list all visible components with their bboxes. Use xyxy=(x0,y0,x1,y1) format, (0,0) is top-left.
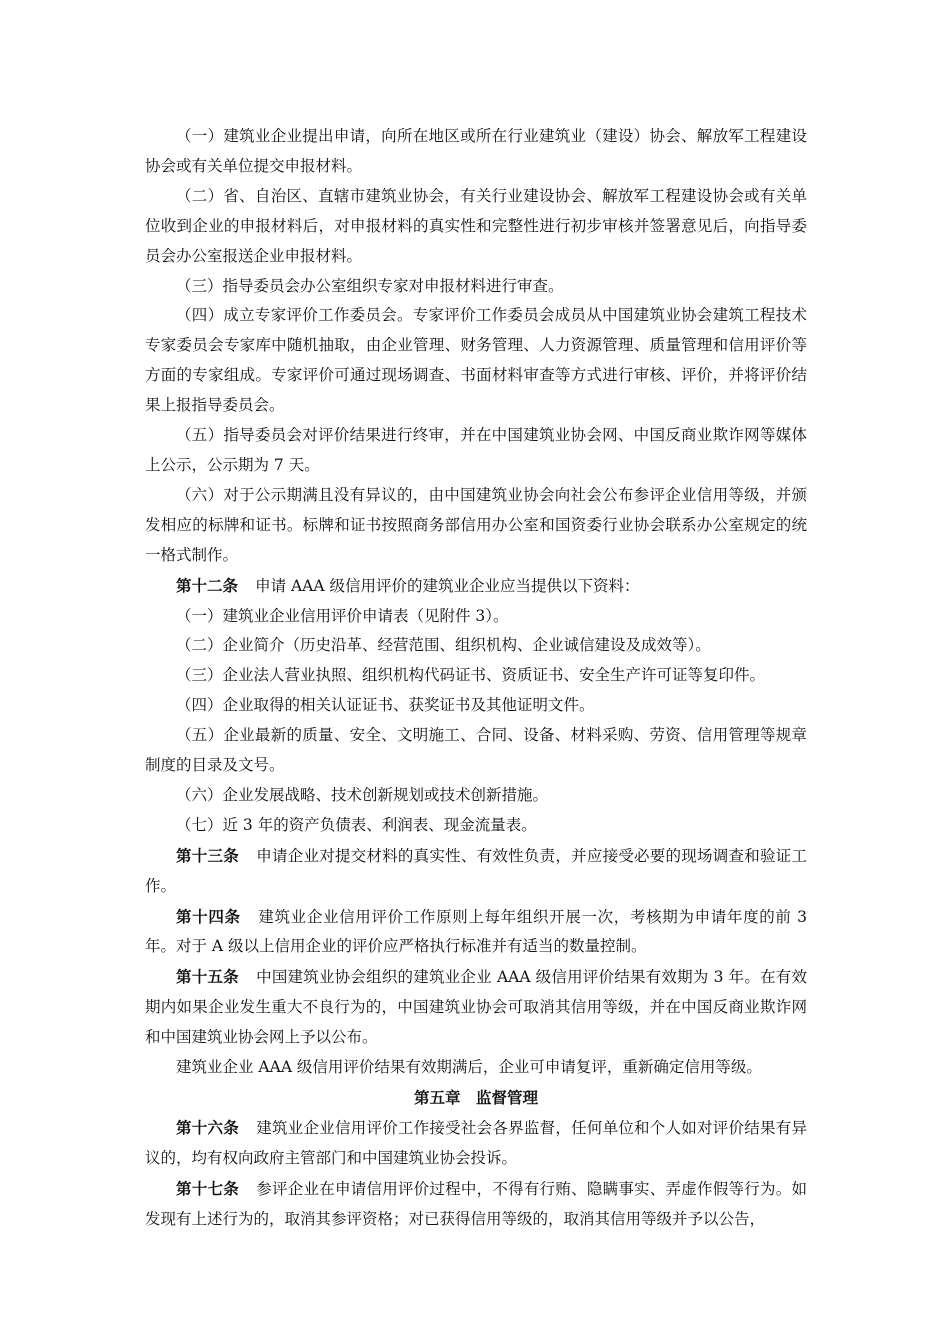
article-text: 申请企业对提交材料的真实性、有效性负责，并应接受必要的现场调查和验证工作。 xyxy=(145,846,807,895)
paragraph-text: （四）企业取得的相关认证证书、获奖证书及其他证明文件。 xyxy=(176,696,595,715)
paragraph-5 xyxy=(145,421,807,481)
article-text: 建筑业企业信用评价工作接受社会各界监督，任何单位和个人如对评价结果有异议的，均有权向政府主管部门和中国建筑业协会投诉。 xyxy=(145,1118,807,1167)
paragraph-14 xyxy=(145,811,807,841)
paragraph-text: （二）省、自治区、直辖市建筑业协会，有关行业建设协会、解放军工程建设协会或有关单位收到企业的申报材料后，对申报材料的真实性和完整性进行初步审核并签署意见后，向指导委员会办公室报送企业申报材料。 xyxy=(145,186,807,265)
paragraph-text: （六）对于公示期满且没有异议的，由中国建筑业协会向社会公布参评企业信用等级，并颁发相应的标牌和证书。标牌和证书按照商务部信用办公室和国资委行业协会联系办公室规定的统一格式制作。 xyxy=(145,485,807,564)
paragraph-text: （三）企业法人营业执照、组织机构代码证书、资质证书、安全生产许可证等复印件。 xyxy=(176,666,766,685)
paragraph-text: （一）建筑业企业提出申请，向所在地区或所在行业建筑业（建设）协会、解放军工程建设协会或有关单位提交申报材料。 xyxy=(145,127,807,175)
article-16 xyxy=(145,1113,807,1174)
document-page xyxy=(145,122,807,1235)
paragraph-text: （五）指导委员会对评价结果进行终审，并在中国建筑业协会网、中国反商业欺诈网等媒体上公示，公示期为 7 天。 xyxy=(145,426,807,474)
article-text: 建筑业企业信用评价工作原则上每年组织开展一次，考核期为申请年度的前 3 年。对于 A 级以上信用企业的评价应严格执行标准并有适当的数量控制。 xyxy=(145,907,807,956)
chapter-heading xyxy=(145,1083,807,1113)
paragraph-3 xyxy=(145,272,807,302)
chapter-title: 第五章 监督管理 xyxy=(413,1088,538,1107)
article-text: 申请 AAA 级信用评价的建筑业企业应当提供以下资料： xyxy=(255,576,640,595)
paragraph-text: （四）成立专家评价工作委员会。专家评价工作委员会成员从中国建筑业协会建筑工程技术专家委员会专家库中随机抽取，由企业管理、财务管理、人力资源管理、质量管理和信用评价等方面的专家组成。专家评价可通过现场调查、书面材料审查等方式进行审核、评价，并将评价结果上报指导委员会。 xyxy=(145,306,807,415)
paragraph-text: （一）建筑业企业信用评价申请表（见附件 3）。 xyxy=(176,606,509,625)
paragraph-9 xyxy=(145,631,807,661)
article-text: 中国建筑业协会组织的建筑业企业 AAA 级信用评价结果有效期为 3 年。在有效期内如果企业发生重大不良行为的，中国建筑业协会可取消其信用等级，并在中国反商业欺诈网和中国建筑业协会网上予以公布。 xyxy=(145,968,807,1047)
paragraph-11 xyxy=(145,691,807,721)
article-label: 第十三条 xyxy=(176,845,239,865)
paragraph-8 xyxy=(145,602,807,632)
paragraph-10 xyxy=(145,661,807,691)
paragraph-13 xyxy=(145,781,807,811)
paragraph-text: （七）近 3 年的资产负债表、利润表、现金流量表。 xyxy=(176,815,537,834)
article-label: 第十六条 xyxy=(176,1117,239,1137)
article-15 xyxy=(145,962,807,1053)
article-label: 第十四条 xyxy=(176,906,241,926)
article-label: 第十五条 xyxy=(176,967,239,987)
paragraph-4 xyxy=(145,301,807,421)
paragraph-12 xyxy=(145,721,807,781)
paragraph-1 xyxy=(145,122,807,182)
article-label: 第十七条 xyxy=(176,1178,239,1198)
article-text: 参评企业在申请信用评价过程中，不得有行贿、隐瞒事实、弄虚作假等行为。如发现有上述行为的，取消其参评资格；对已获得信用等级的，取消其信用等级并予以公告， xyxy=(145,1179,807,1228)
paragraph-text: （三）指导委员会办公室组织专家对申报材料进行审查。 xyxy=(176,276,564,295)
article-13 xyxy=(145,841,807,902)
paragraph-text: （五）企业最新的质量、安全、文明施工、合同、设备、材料采购、劳资、信用管理等规章制度的目录及文号。 xyxy=(145,726,807,775)
paragraph-text: 建筑业企业 AAA 级信用评价结果有效期满后，企业可申请复评，重新确定信用等级。 xyxy=(176,1058,762,1077)
paragraph-text: （二）企业简介（历史沿革、经营范围、组织机构、企业诚信建设及成效等）。 xyxy=(176,636,711,655)
paragraph-2 xyxy=(145,182,807,272)
paragraph-6 xyxy=(145,481,807,571)
article-label: 第十二条 xyxy=(176,575,239,595)
article-17 xyxy=(145,1174,807,1235)
paragraph-text: （六）企业发展战略、技术创新规划或技术创新措施。 xyxy=(176,785,549,804)
article-12 xyxy=(145,571,807,602)
paragraph-18 xyxy=(145,1053,807,1083)
article-14 xyxy=(145,902,807,963)
